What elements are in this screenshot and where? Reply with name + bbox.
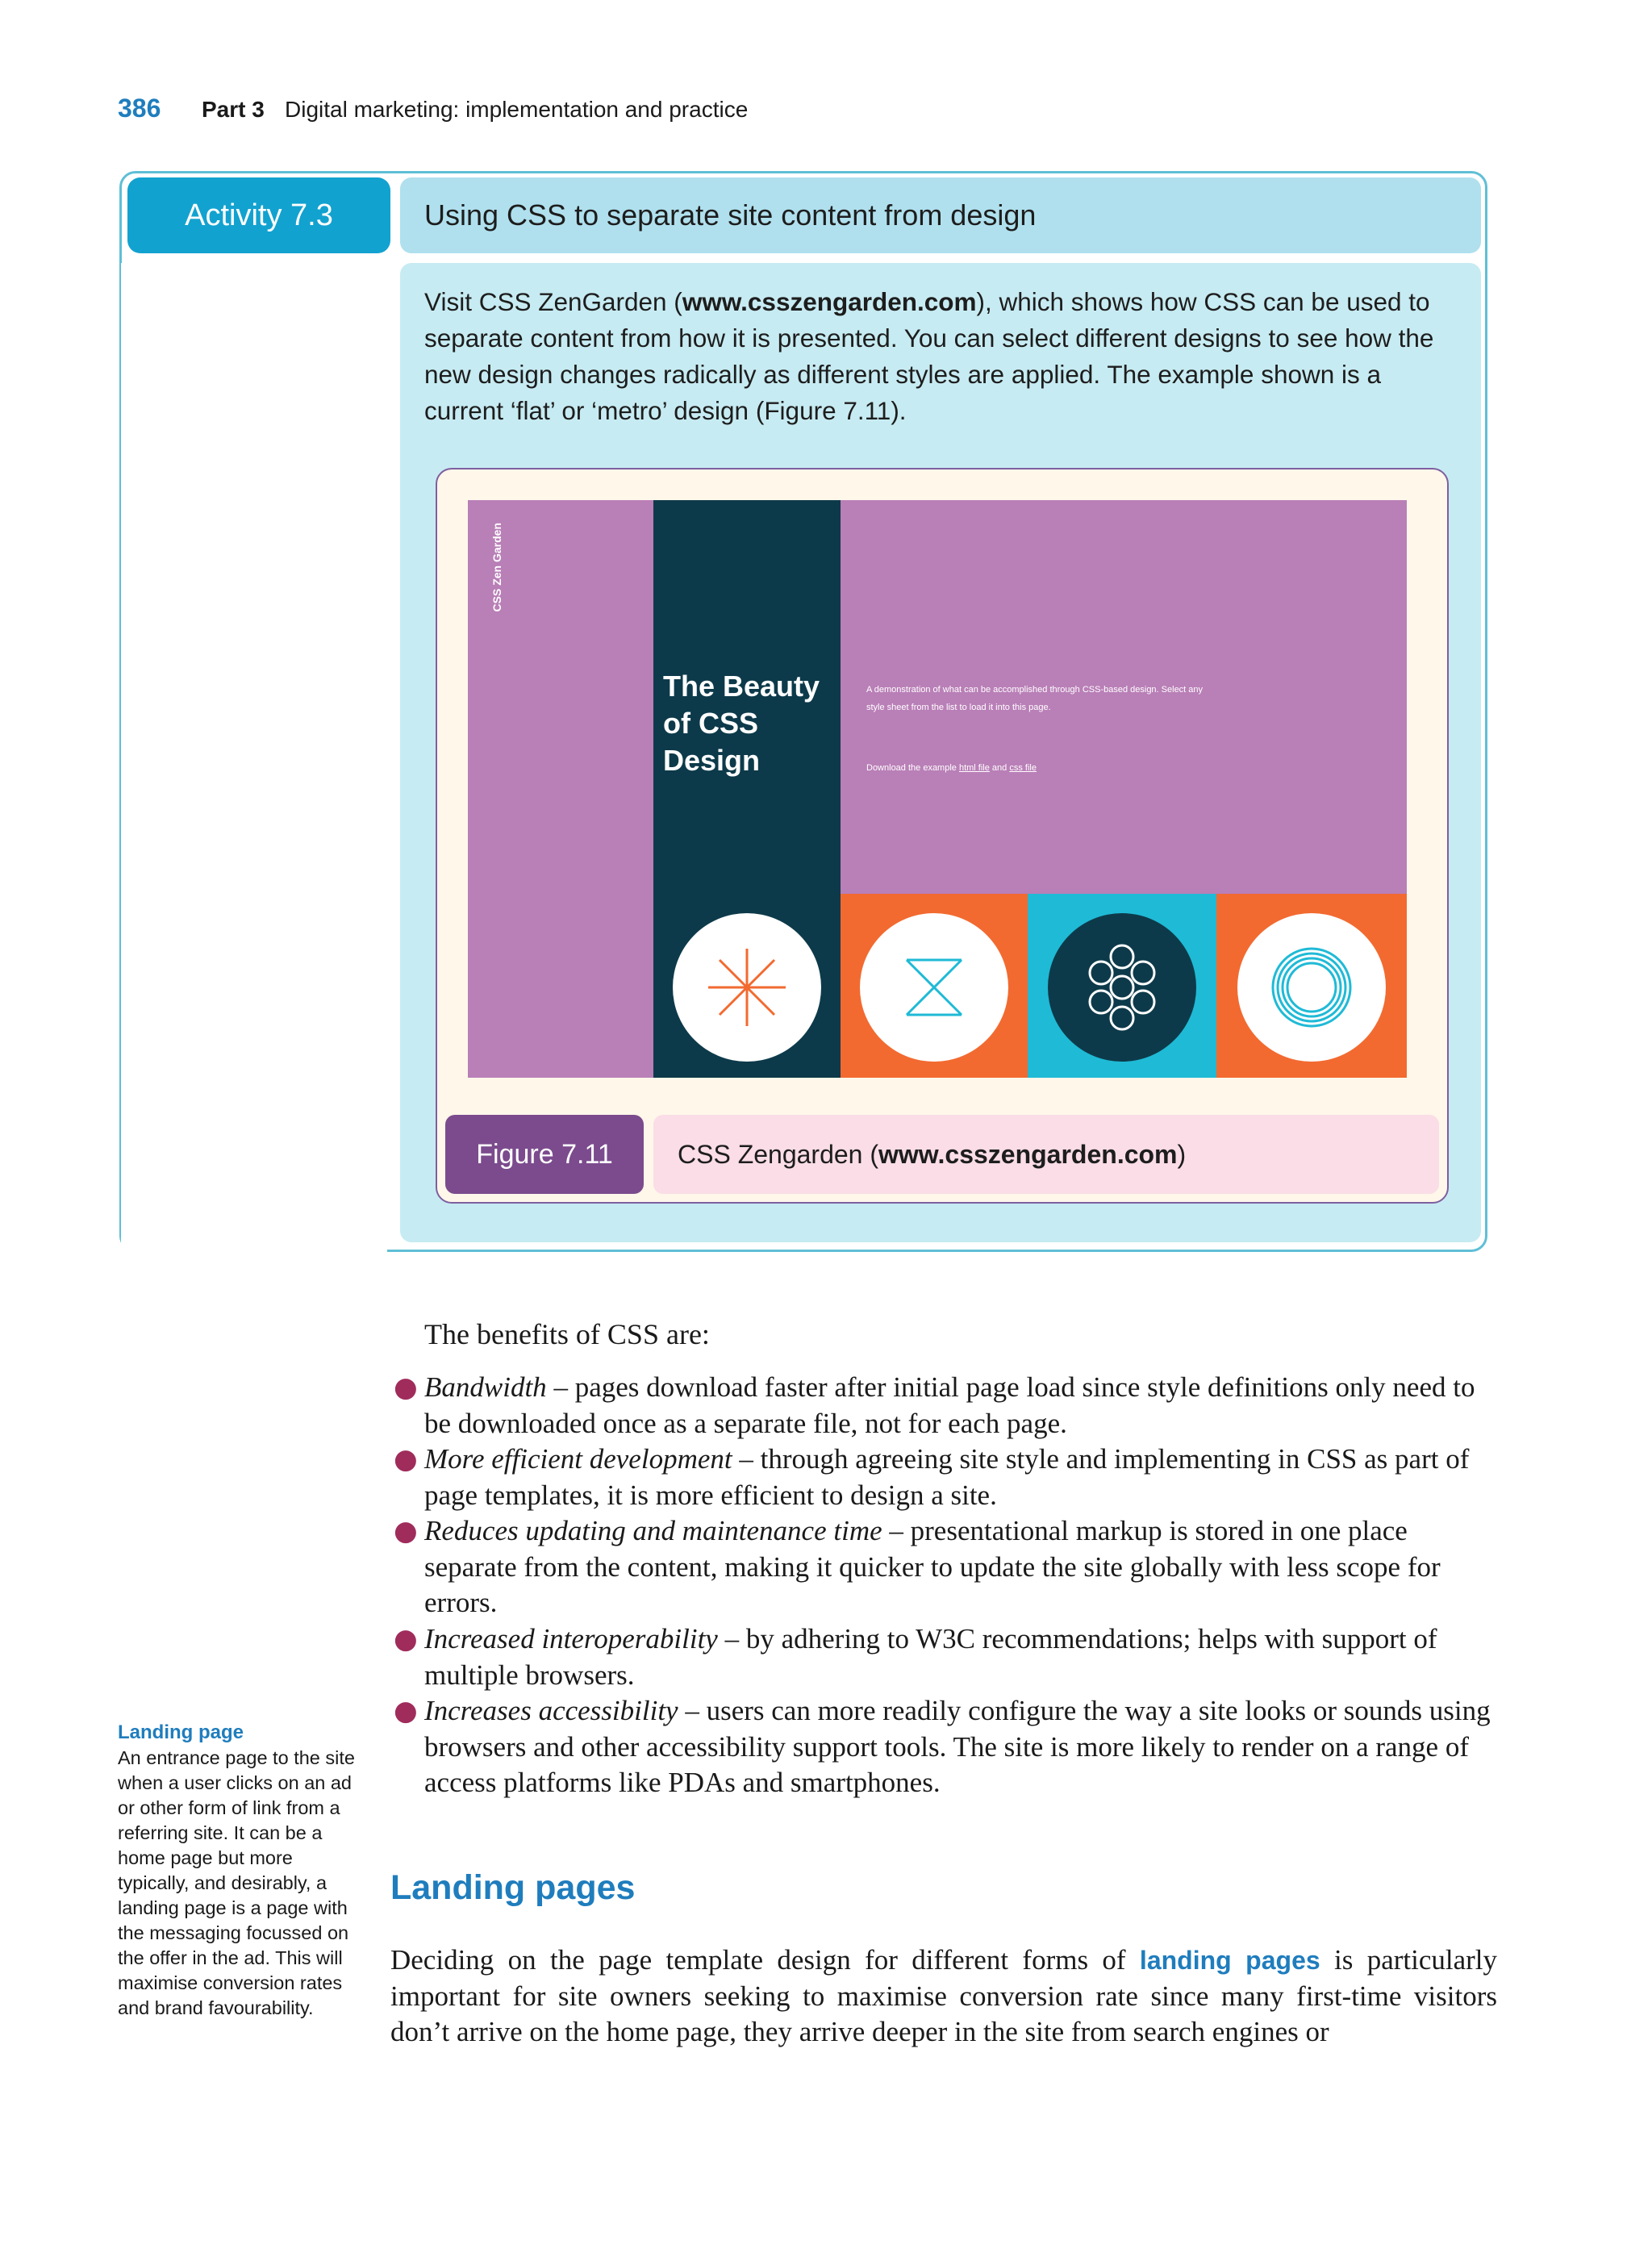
- bullet-text: – through agreeing site style and implementing in CSS as part of page templates, it is more efficient to design a site.: [424, 1443, 1470, 1511]
- figure-caption: [653, 1115, 1439, 1194]
- activity-title: Using CSS to separate site content from design: [400, 177, 1481, 253]
- zen-headline: The Beauty of CSS Design: [663, 670, 820, 777]
- bullet-dot: ●: [394, 1371, 418, 1404]
- bullet-term: Bandwidth: [424, 1371, 547, 1403]
- zen-vertical-text: CSS Zen Garden: [490, 523, 503, 612]
- activity-url: www.csszengarden.com: [682, 287, 977, 316]
- activity-text-part-1: Visit CSS ZenGarden (: [424, 287, 682, 316]
- part-label: Part 3: [202, 97, 265, 122]
- activity-text: [424, 284, 1465, 429]
- bullet-dot: ●: [394, 1695, 418, 1727]
- asterisk-icon: [708, 949, 786, 1026]
- figure-screenshot: [468, 500, 1407, 1078]
- bullet-item-accessibility: [394, 1693, 1497, 1801]
- paragraph-part-2: is particularly important for site owners seeking to maximise conversion rate since many first-time visitors don’t arrive on the home page, they arrive deeper in the site from search engines or: [390, 1944, 1497, 2047]
- glossary-term: Landing page: [118, 1721, 244, 1743]
- zen-download-and: and: [989, 763, 1010, 773]
- section-heading: Landing pages: [390, 1868, 636, 1907]
- part-title: Digital marketing: implementation and practice: [285, 97, 749, 122]
- bullet-term: More efficient development: [424, 1443, 732, 1475]
- circle-3: [1048, 913, 1196, 1062]
- bullet-item-efficient-development: [394, 1442, 1497, 1513]
- zen-html-link[interactable]: html file: [958, 763, 990, 773]
- bullet-term: Reduces updating and maintenance time: [424, 1515, 882, 1546]
- page-number: 386: [118, 94, 161, 123]
- zen-download-line: [866, 763, 1205, 773]
- benefits-intro: The benefits of CSS are:: [424, 1318, 710, 1350]
- figure-caption-part-1: CSS Zengarden (: [678, 1140, 879, 1169]
- bullet-term: Increases accessibility: [424, 1695, 678, 1726]
- figure-caption-url: www.csszengarden.com: [878, 1140, 1178, 1169]
- bullet-dot: ●: [394, 1443, 418, 1475]
- activity-box-mask: [121, 263, 387, 1263]
- activity-label: Activity 7.3: [127, 177, 390, 253]
- body-paragraph: [390, 1942, 1497, 2051]
- figure-label: Figure 7.11: [445, 1115, 644, 1194]
- bullet-item-interoperability: [394, 1621, 1497, 1693]
- bullet-dot: ●: [394, 1515, 418, 1547]
- circle-4: [1237, 913, 1386, 1062]
- zen-download-prefix: Download the example: [866, 763, 959, 773]
- activity-text-part-2: ), which shows how CSS can be used to separate content from how it is presented. You can select different designs to see how the new design changes radically as different styles are applied. The example shown is a current ‘flat’ or ‘metro’ design (Figure 7.11).: [424, 287, 1434, 425]
- figure-caption-part-2: ): [1177, 1140, 1187, 1169]
- keyterm-landing-pages: landing pages: [1139, 1946, 1320, 1975]
- zen-css-link[interactable]: css file: [1009, 763, 1037, 773]
- bullet-item-bandwidth: [394, 1370, 1497, 1442]
- bullet-text: – pages download faster after initial page load since style definitions only need to be downloaded once as a separate file, not for each page.: [424, 1371, 1475, 1439]
- glossary-definition: An entrance page to the site when a user clicks on an ad or other form of link from a referring site. It can be a home page but more typically, and desirably, a landing page is a page with the messaging focussed on the offer in the ad. This will maximise conversion rates and brand favourability.: [118, 1747, 355, 2018]
- bullet-text: – users can more readily configure the way a site looks or sounds using browsers and other accessibility support tools. The site is more likely to render on a range of access platforms like PDAs and smartphones.: [424, 1695, 1491, 1798]
- bullet-item-maintenance: [394, 1513, 1497, 1621]
- zen-description: A demonstration of what can be accomplished through CSS-based design. Select any style sheet from the list to load it into this page.: [866, 685, 1204, 712]
- paragraph-part-1: Deciding on the page template design for different forms of: [390, 1944, 1140, 1976]
- bullet-text: – presentational markup is stored in one place separate from the content, making it quicker to update the site globally with less scope for errors.: [424, 1515, 1441, 1618]
- bullet-term: Increased interoperability: [424, 1623, 718, 1655]
- zen-garden-artwork: [468, 500, 1407, 1078]
- bullet-dot: ●: [394, 1623, 418, 1655]
- bullet-text: – by adhering to W3C recommendations; helps with support of multiple browsers.: [424, 1623, 1437, 1691]
